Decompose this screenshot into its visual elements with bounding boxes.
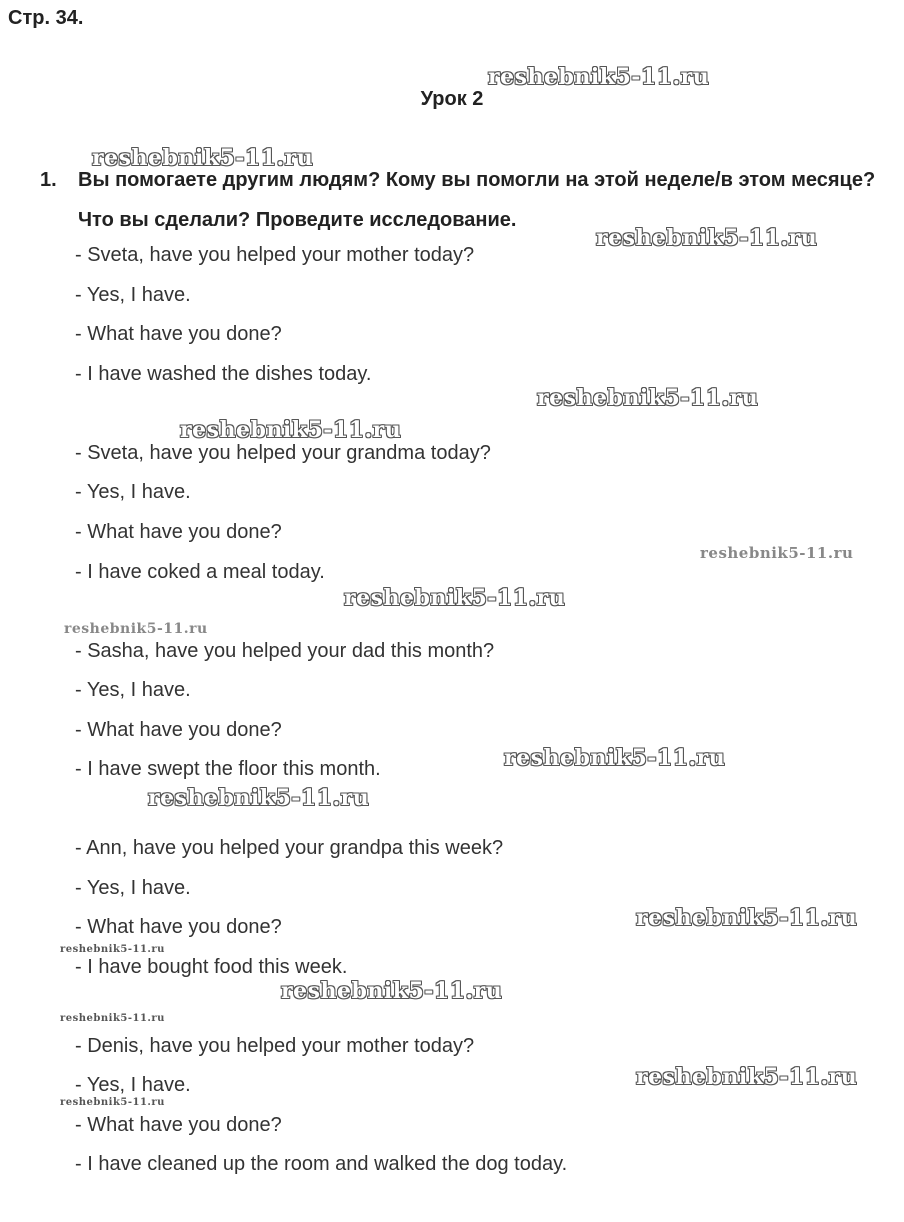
dialogue-line: - I have bought food this week. <box>75 956 348 978</box>
watermark: reshebnik5-11.ru <box>636 905 858 931</box>
dialogue-line: - Yes, I have. <box>75 284 191 306</box>
dialogue-line: - Denis, have you helped your mother today? <box>75 1035 475 1057</box>
dialogue-line: - I have washed the dishes today. <box>75 363 372 385</box>
page-number: Стр. 34. <box>8 7 84 29</box>
watermark: reshebnik5-11.ru <box>60 944 165 955</box>
task-number: 1. <box>40 169 57 191</box>
watermark: reshebnik5-11.ru <box>537 385 759 411</box>
watermark: reshebnik5-11.ru <box>344 585 566 611</box>
dialogue-line: - I have coked a meal today. <box>75 561 325 583</box>
dialogue-line: - Sasha, have you helped your dad this month? <box>75 640 495 662</box>
dialogue-line: - What have you done? <box>75 719 282 741</box>
dialogue-line: - Sveta, have you helped your grandma today? <box>75 442 491 464</box>
dialogue-line: - I have swept the floor this month. <box>75 758 381 780</box>
dialogue-line: - What have you done? <box>75 1114 282 1136</box>
watermark: reshebnik5-11.ru <box>504 745 726 771</box>
watermark: reshebnik5-11.ru <box>636 1064 858 1090</box>
watermark: reshebnik5-11.ru <box>60 1013 165 1024</box>
dialogue-line: - Yes, I have. <box>75 877 191 899</box>
dialogue-line: - I have cleaned up the room and walked the dog today. <box>75 1153 568 1175</box>
dialogue-line: - Yes, I have. <box>75 1074 191 1096</box>
dialogue-line: - Sveta, have you helped your mother today? <box>75 244 475 266</box>
lesson-title: Урок 2 <box>420 88 484 110</box>
dialogue-line: - What have you done? <box>75 323 282 345</box>
watermark: reshebnik5-11.ru <box>700 544 854 562</box>
watermark: reshebnik5-11.ru <box>488 64 710 90</box>
watermark: reshebnik5-11.ru <box>180 417 402 443</box>
task-text: Вы помогаете другим людям? Кому вы помогли на этой неделе/в этом месяце? Что вы сделали? Проведите исследование. <box>78 169 876 231</box>
dialogue-line: - Yes, I have. <box>75 679 191 701</box>
watermark: reshebnik5-11.ru <box>281 978 503 1004</box>
dialogue-line: - What have you done? <box>75 521 282 543</box>
watermark: reshebnik5-11.ru <box>64 621 208 637</box>
dialogue-line: - Ann, have you helped your grandpa this week? <box>75 837 504 859</box>
dialogue-line: - What have you done? <box>75 916 282 938</box>
watermark: reshebnik5-11.ru <box>60 1097 165 1108</box>
watermark: reshebnik5-11.ru <box>92 145 314 171</box>
watermark: reshebnik5-11.ru <box>148 785 370 811</box>
dialogue-line: - Yes, I have. <box>75 481 191 503</box>
watermark: reshebnik5-11.ru <box>596 225 818 251</box>
